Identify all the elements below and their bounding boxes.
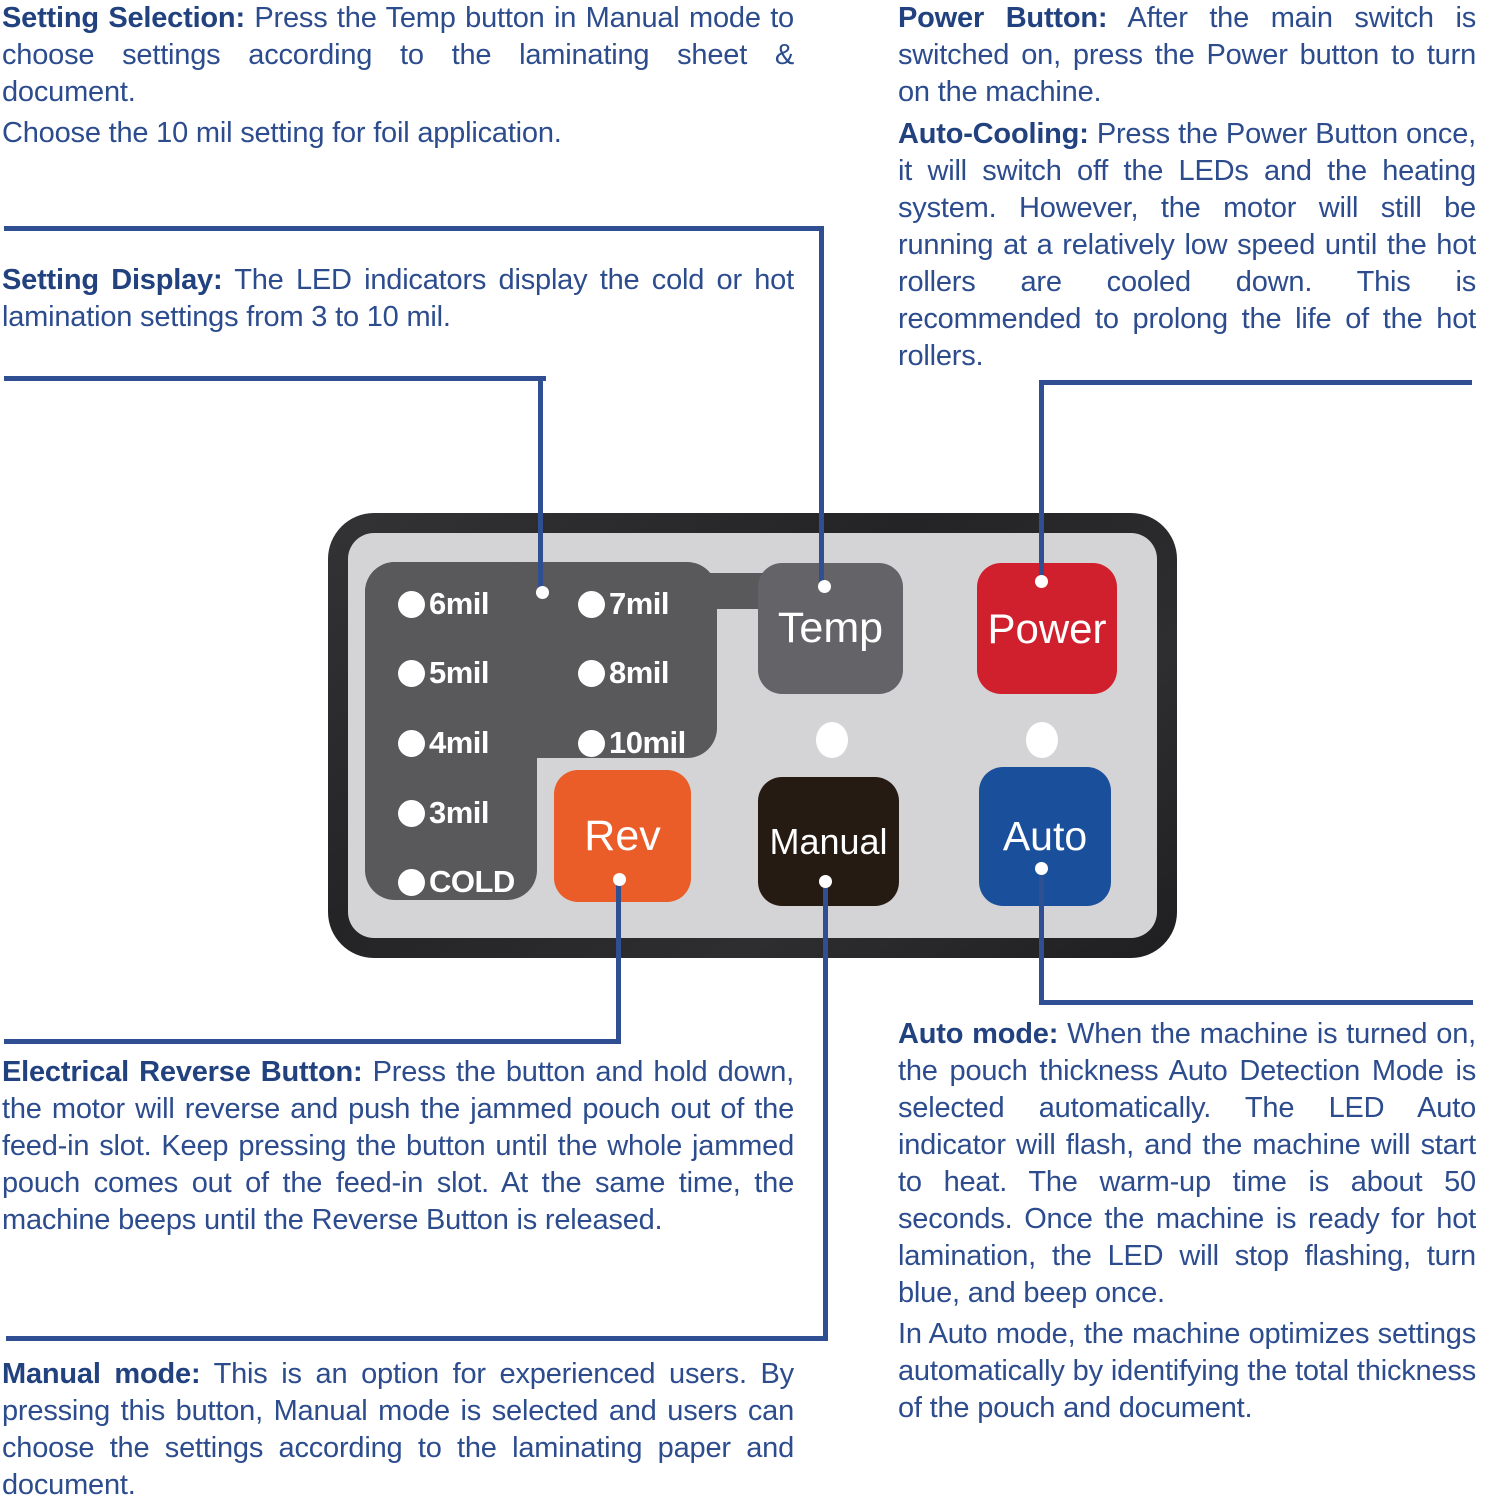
auto-button [979,767,1111,906]
annotation-paragraph [2,115,794,152]
annotation-body: When the machine is turned on, the pouch thickness Auto Detection Mode is selected automatically. The LED Auto indicator will flash, and the machine will start to heat. The warm-up time is about 50 seconds. Once the machine is ready for hot lamination, the LED will stop flashing, turn blue, and beep once. [898,1018,1476,1309]
led-8mil-icon [578,660,605,687]
annotation-body: Press the Temp button in Manual mode to choose settings according to the laminating sheet & document. [2,2,794,108]
connector-auto-horizontal [1039,1000,1473,1005]
auto-button-label: Auto [1002,813,1088,859]
led-7mil-icon [578,591,605,618]
annotation-paragraph [898,1316,1476,1427]
manual-button-label: Manual [769,820,888,862]
annotation-heading: Auto mode: [898,1018,1059,1050]
led-6mil-icon [398,591,425,618]
led-6mil [398,586,489,622]
power-button-label: Power [987,604,1107,652]
connector-manual-horizontal [6,1336,828,1341]
connector-auto-vertical [1039,868,1044,1005]
annotation-electrical-reverse [2,1054,794,1239]
led-3mil-label: 3mil [429,795,490,830]
led-8mil-label: 8mil [609,655,670,690]
led-10mil [578,725,686,761]
led-cold [398,864,515,900]
connector-setting-selection-horizontal [4,226,824,231]
annotation-paragraph [898,116,1476,375]
connector-rev-horizontal [4,1039,621,1044]
annotation-body: Press the button and hold down, the motor will reverse and push the jammed pouch out of the feed-in slot. Keep pressing the button until the whole jammed pouch comes out of the feed-in slot. At the same time, the machine beeps until the Reverse Button is released. [2,1056,794,1236]
annotation-setting-selection [2,0,794,152]
annotation-body: Choose the 10 mil setting for foil application. [2,117,562,149]
annotation-heading: Setting Selection: [2,2,245,34]
annotation-paragraph [2,1054,794,1239]
led-4mil-icon [398,730,425,757]
annotation-heading: Power Button: [898,2,1108,34]
connector-rev-vertical [616,879,621,1044]
connector-setting-display-vertical [538,376,543,593]
connector-dot-power [1035,575,1048,588]
annotation-manual-mode [2,1356,794,1500]
led-7mil-label: 7mil [609,586,670,621]
temp-button-label: Temp [777,604,884,652]
connector-power-vertical [1039,380,1044,587]
manual-status-led [816,722,848,758]
led-5mil-label: 5mil [429,655,490,690]
led-10mil-icon [578,730,605,757]
led-cold-icon [398,869,425,896]
led-3mil [398,795,489,831]
connector-dot-rev [613,873,626,886]
connector-dot-auto [1035,862,1048,875]
annotation-auto-mode [898,1016,1476,1427]
led-5mil-icon [398,660,425,687]
connector-dot-manual [819,875,832,888]
connector-dot-led-region [536,586,549,599]
laminator-control-panel [328,513,1177,958]
annotation-body: In Auto mode, the machine optimizes settings automatically by identifying the total thickness of the pouch and document. [898,1318,1476,1424]
annotation-heading: Electrical Reverse Button: [2,1056,363,1088]
annotation-heading: Auto-Cooling: [898,118,1089,150]
annotation-auto-cooling [898,116,1476,375]
annotation-body: The LED indicators display the cold or hot lamination settings from 3 to 10 mil. [2,264,794,333]
led-4mil [398,725,489,761]
led-4mil-label: 4mil [429,725,490,760]
temp-button [758,563,903,694]
annotation-paragraph [2,1356,794,1500]
annotation-body: This is an option for experienced users. By pressing this button, Manual mode is selected and users can choose the settings according to the laminating paper and document. [2,1358,794,1500]
led-5mil [398,655,489,691]
annotation-paragraph [2,0,794,111]
connector-setting-display-horizontal [4,376,546,381]
led-3mil-icon [398,800,425,827]
annotation-paragraph [898,0,1476,111]
connector-dot-temp [818,580,831,593]
annotation-heading: Setting Display: [2,264,223,296]
led-cold-label: COLD [429,864,515,899]
led-10mil-label: 10mil [609,725,686,760]
annotation-paragraph [2,262,794,336]
auto-status-led [1026,722,1058,758]
led-8mil [578,655,669,691]
annotation-heading: Manual mode: [2,1358,201,1390]
led-6mil-label: 6mil [429,586,490,621]
connector-manual-vertical [823,881,828,1341]
connector-power-horizontal [1039,380,1472,385]
connector-setting-selection-vertical [819,226,824,588]
annotation-paragraph [898,1016,1476,1312]
annotation-setting-display [2,262,794,336]
annotation-body: Press the Power Button once, it will switch off the LEDs and the heating system. However, the motor will still be running at a relatively low speed until the hot rollers are cooled down. This is recommended to prolong the life of the hot rollers. [898,118,1476,372]
rev-button-label: Rev [584,811,661,860]
led-7mil [578,586,669,622]
annotation-body: After the main switch is switched on, press the Power button to turn on the machine. [898,2,1476,108]
annotation-power-button [898,0,1476,111]
